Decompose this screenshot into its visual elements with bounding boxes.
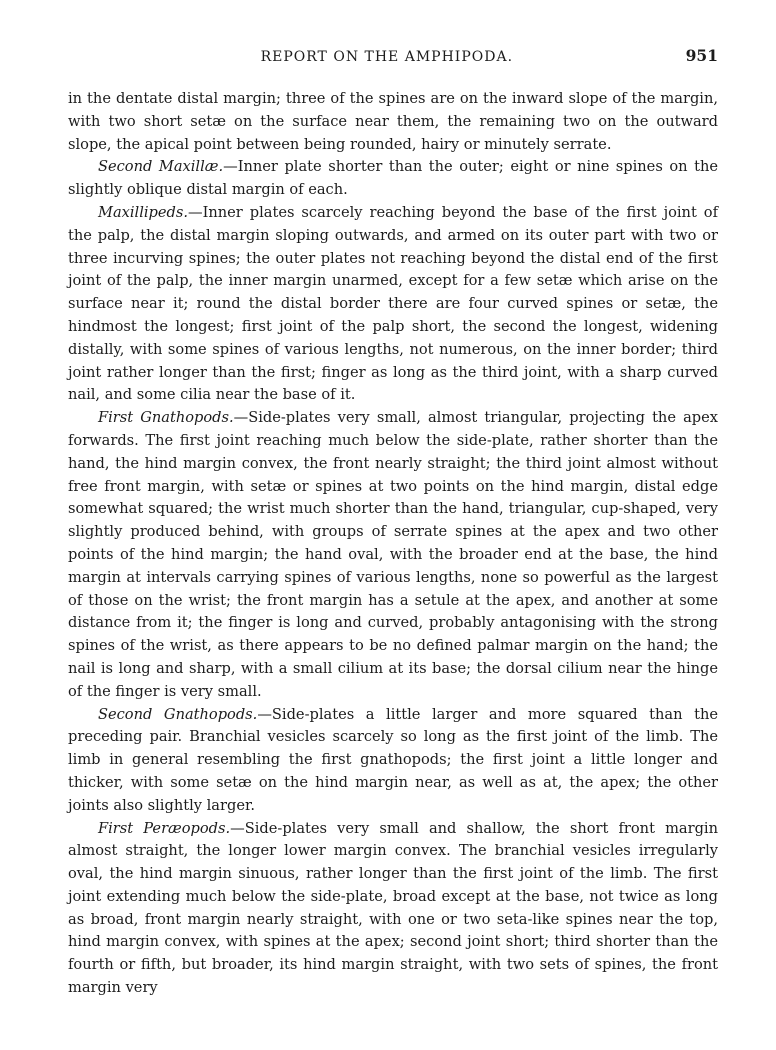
- page-number: 951: [685, 46, 718, 65]
- paragraph-second-gnathopods: [68, 704, 718, 818]
- paragraph-second-maxillae: [68, 156, 718, 202]
- paragraph-heading: Second Maxillæ.: [98, 158, 224, 176]
- paragraph-text: —Side-plates very small, almost triangular, projecting the apex forwards. The first joint reaching much below the side-plate, rather shorter than the hand, the hind margin convex, the front nearly straight; the third joint almost without free front margin, with setæ or spines at two points on the hind margin, distal edge somewhat squared; the wrist much shorter than the hand, triangular, cup-shaped, very slightly produced behind, with groups of serrate spines at the apex and two other points of the hind margin; the hand oval, with the broader end at the base, the hind margin at intervals carrying spines of various lengths, none so powerful as the largest of those on the wrist; the front margin has a setule at the apex, and another at some distance from it; the finger is long and curved, probably antagonising with the strong spines of the wrist, as there appears to be no defined palmar margin on the hand; the nail is long and sharp, with a small cilium at its base; the dorsal cilium near the hinge of the finger is very small.: [68, 409, 718, 700]
- paragraph-maxillipeds: [68, 202, 718, 407]
- paragraph-text: —Inner plate shorter than the outer; eight or nine spines on the slightly oblique distal margin of each.: [68, 158, 718, 199]
- paragraph-text: —Inner plates scarcely reaching beyond the base of the first joint of the palp, the distal margin sloping outwards, and armed on its outer part with two or three incurving spines; the outer plates not reaching beyond the distal end of the first joint of the palp, the inner margin unarmed, except for a few setæ which arise on the surface near it; round the distal border there are four curved spines or setæ, the hindmost the longest; first joint of the palp short, the second the longest, widening distally, with some spines of various lengths, not numerous, on the inner border; third joint rather longer than the first; finger as long as the third joint, with a sharp curved nail, and some cilia near the base of it.: [68, 203, 718, 404]
- running-title: REPORT ON THE AMPHIPODA.: [260, 49, 514, 65]
- body-text: [68, 88, 718, 1000]
- paragraph-heading: Second Gnathopods.: [98, 705, 258, 723]
- paragraph-heading: First Peræopods.: [98, 819, 231, 837]
- paragraph-text: —Side-plates very small and shallow, the short front margin almost straight, the longer lower margin convex. The branchial vesicles irregularly oval, the hind margin sinuous, rather longer than the first joint of the limb. The first joint extending much below the side-plate, broad except at the base, not twice as long as broad, front margin nearly straight, with one or two seta-like spines near the top, hind margin convex, with spines at the apex; second joint short; third shorter than the fourth or fifth, but broader, its hind margin straight, with two sets of spines, the front margin very: [68, 819, 719, 997]
- running-head: [68, 46, 718, 74]
- paragraph-continuation: [68, 88, 718, 156]
- paragraph-text: in the dentate distal margin; three of the spines are on the inward slope of the margin, with two short setæ on the surface near them, the remaining two on the outward slope, the apical point between being rounded, hairy or minutely serrate.: [68, 90, 718, 153]
- paragraph-first-peraeopods: [68, 818, 718, 1000]
- paragraph-heading: Maxillipeds.: [98, 203, 188, 221]
- paragraph-heading: First Gnathopods.: [98, 409, 234, 427]
- paragraph-text: —Side-plates a little larger and more squared than the preceding pair. Branchial vesicles scarcely so long as the first joint of the limb. The limb in general resembling the first gnathopods; the first joint a little longer and thicker, with some setæ on the hind margin near, as well as at, the apex; the other joints also slightly larger.: [68, 705, 718, 814]
- paragraph-first-gnathopods: [68, 407, 718, 703]
